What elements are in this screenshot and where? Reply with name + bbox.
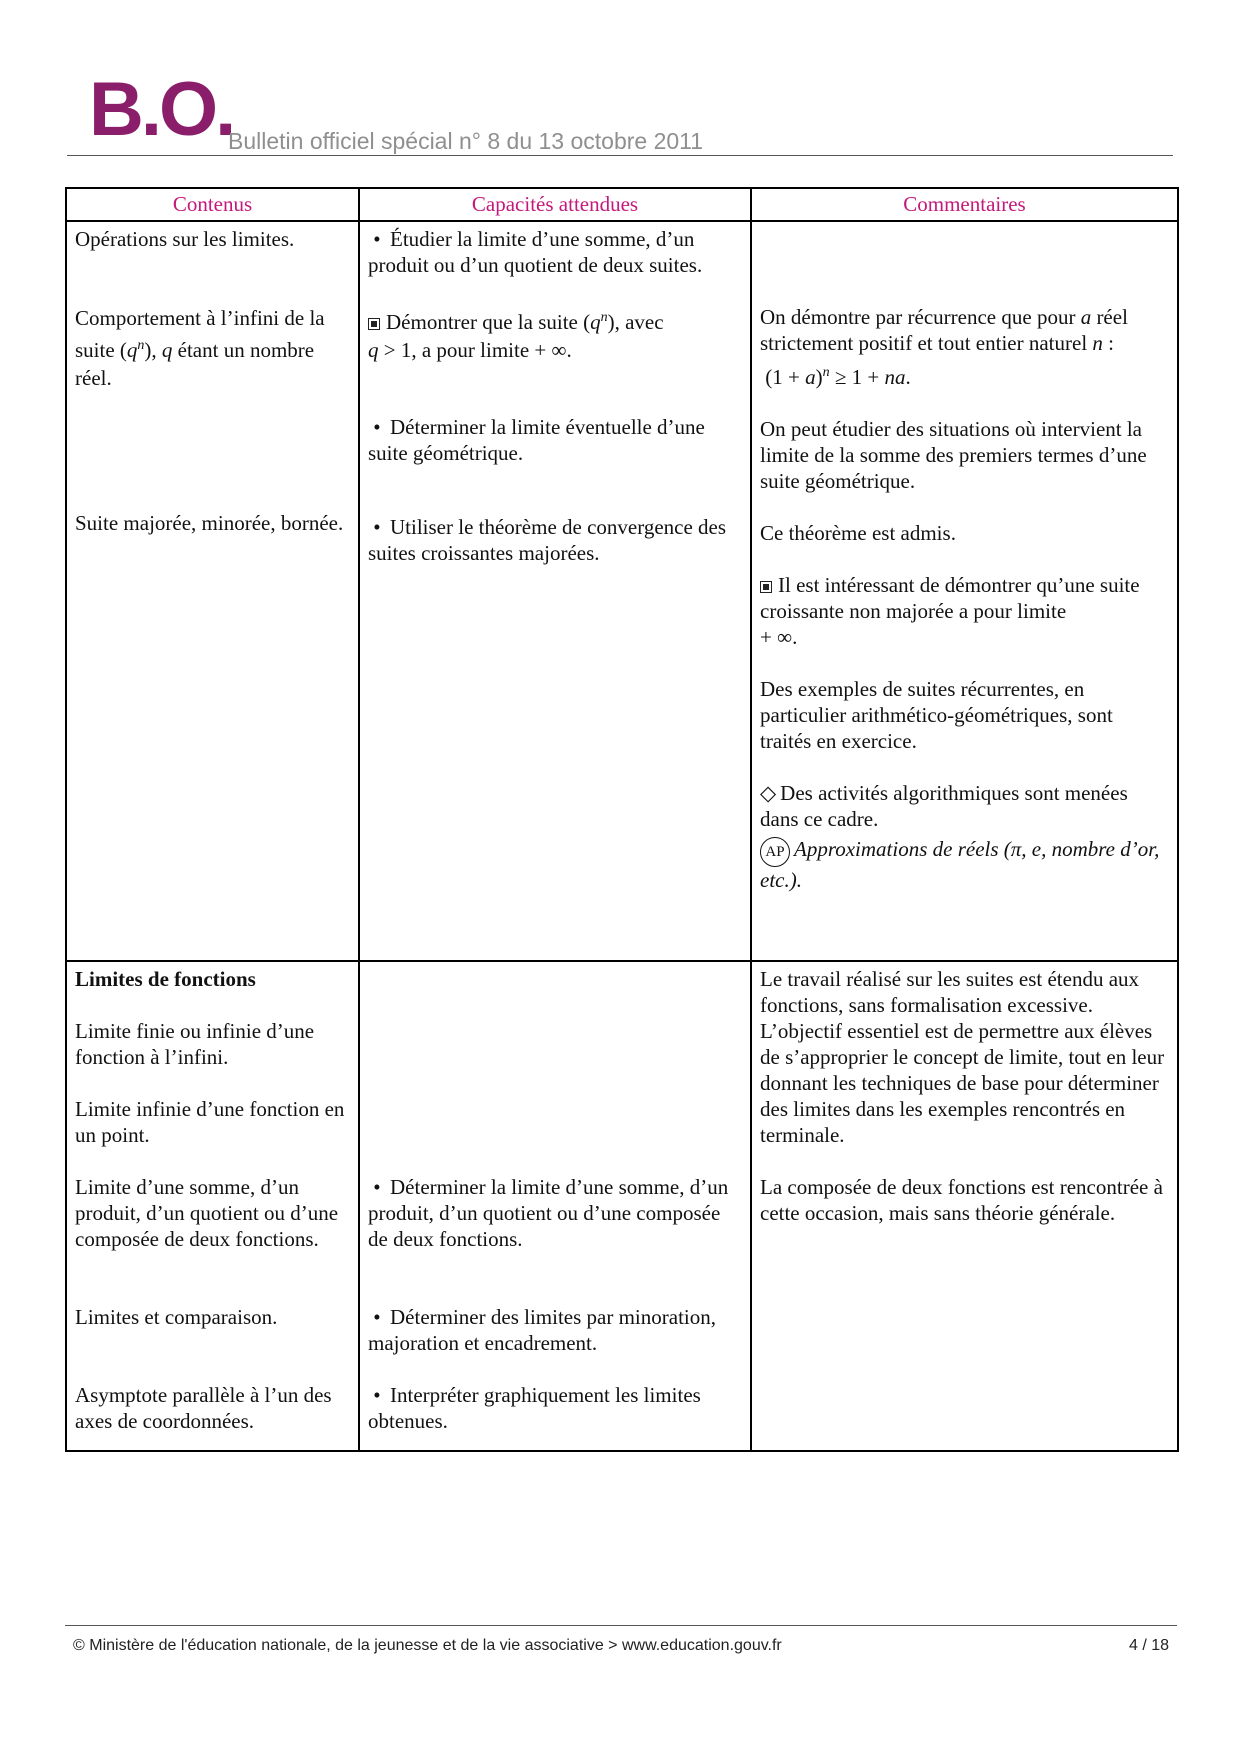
commentaire-item: Des exemples de suites récurrentes, en particulier arithmético-géométriques, sont traités en exercice. [760,677,1113,753]
page-number: 4 / 18 [1128,1637,1169,1654]
cell-contenus-fonctions [66,961,359,1451]
commentaire-item: Il est intéressant de démontrer qu’une suite croissante non majorée a pour limite + ∞. [760,573,1140,649]
page-header [67,67,1173,156]
cell-capacites-suites [359,221,751,961]
contenus-item: Limite finie ou infinie d’une fonction à l’infini. [75,1019,315,1069]
table-header-row [66,188,1178,221]
bulletin-title: Bulletin officiel spécial n° 8 du 13 octobre 2011 [228,128,704,154]
cell-capacites-fonctions [359,961,751,1451]
cell-commentaires-fonctions [751,961,1178,1451]
programme-table [65,187,1179,1452]
capacite-item: • Déterminer des limites par minoration, majoration et encadrement. [368,1305,716,1355]
capacite-item: • Déterminer la limite éventuelle d’une suite géométrique. [368,415,705,465]
commentaire-formula: $(1 + a)^n \ge 1$ + na. [765,365,911,389]
contenus-item: Suite majorée, minorée, bornée. [75,511,344,535]
commentaire-item: Le travail réalisé sur les suites est étendu aux fonctions, sans formalisation excessive. L’objectif essentiel est de permettre aux élèves de s’approprier le concept de limite, tout en leur donnant les techniques de base pour déterminer des limites dans les exemples rencontrés en terminale. [760,967,1165,1147]
table-row [66,221,1178,961]
capacite-item: • Utiliser le théorème de convergence des suites croissantes majorées. [368,515,727,565]
demonstration-square-icon [760,581,772,593]
section-title: Limites de fonctions [75,967,256,991]
commentaire-item: La composée de deux fonctions est rencontrée à cette occasion, mais sans théorie générale. [760,1175,1163,1225]
capacite-item: • Interpréter graphiquement les limites obtenues. [368,1383,701,1433]
algorithm-diamond-icon: ◇ [760,781,777,805]
header-divider [67,155,1173,156]
contenus-item: Limite infinie d’une fonction en un point. [75,1097,345,1147]
capacite-item: Démontrer que la suite $(q^n)$, avec q > 1, a pour limite + ∞. [368,310,664,362]
column-header-capacites: Capacités attendues [359,188,751,221]
contenus-item: Limites et comparaison. [75,1305,278,1329]
commentaire-item: Ce théorème est admis. [760,521,956,545]
page-footer [65,1625,1177,1654]
footer-divider [65,1625,1177,1626]
cell-contenus-suites [66,221,359,961]
commentaire-item: On démontre par récurrence que pour a réel strictement positif et tout entier naturel n : [760,305,1128,355]
column-header-contenus: Contenus [66,188,359,221]
column-header-commentaires: Commentaires [751,188,1178,221]
bo-logo: B.O. [89,67,234,152]
commentaire-item: On peut étudier des situations où intervient la limite de la somme des premiers termes d’une suite géométrique. [760,417,1147,493]
ap-circle-icon: AP [760,837,790,867]
commentaire-item: AP Approximations de réels (π, e, nombre d’or, etc.). [760,837,1160,892]
cell-commentaires-suites [751,221,1178,961]
contenus-item: Opérations sur les limites. [75,227,295,251]
commentaire-item: ◇ Des activités algorithmiques sont menées dans ce cadre. [760,781,1128,831]
capacite-item: • Déterminer la limite d’une somme, d’un produit, d’un quotient ou d’une composée de deux fonctions. [368,1175,729,1251]
contenus-item: Comportement à l’infini de la suite $(q^n)$, q étant un nombre réel. [75,306,325,390]
table-row [66,961,1178,1451]
footer-copyright: © Ministère de l'éducation nationale, de la jeunesse et de la vie associative > www.education.gouv.fr [73,1637,782,1654]
capacite-item: • Étudier la limite d’une somme, d’un produit ou d’un quotient de deux suites. [368,227,703,277]
contenus-item: Limite d’une somme, d’un produit, d’un quotient ou d’une composée de deux fonctions. [75,1175,339,1251]
contenus-item: Asymptote parallèle à l’un des axes de coordonnées. [75,1383,332,1433]
demonstration-square-icon [368,318,380,330]
